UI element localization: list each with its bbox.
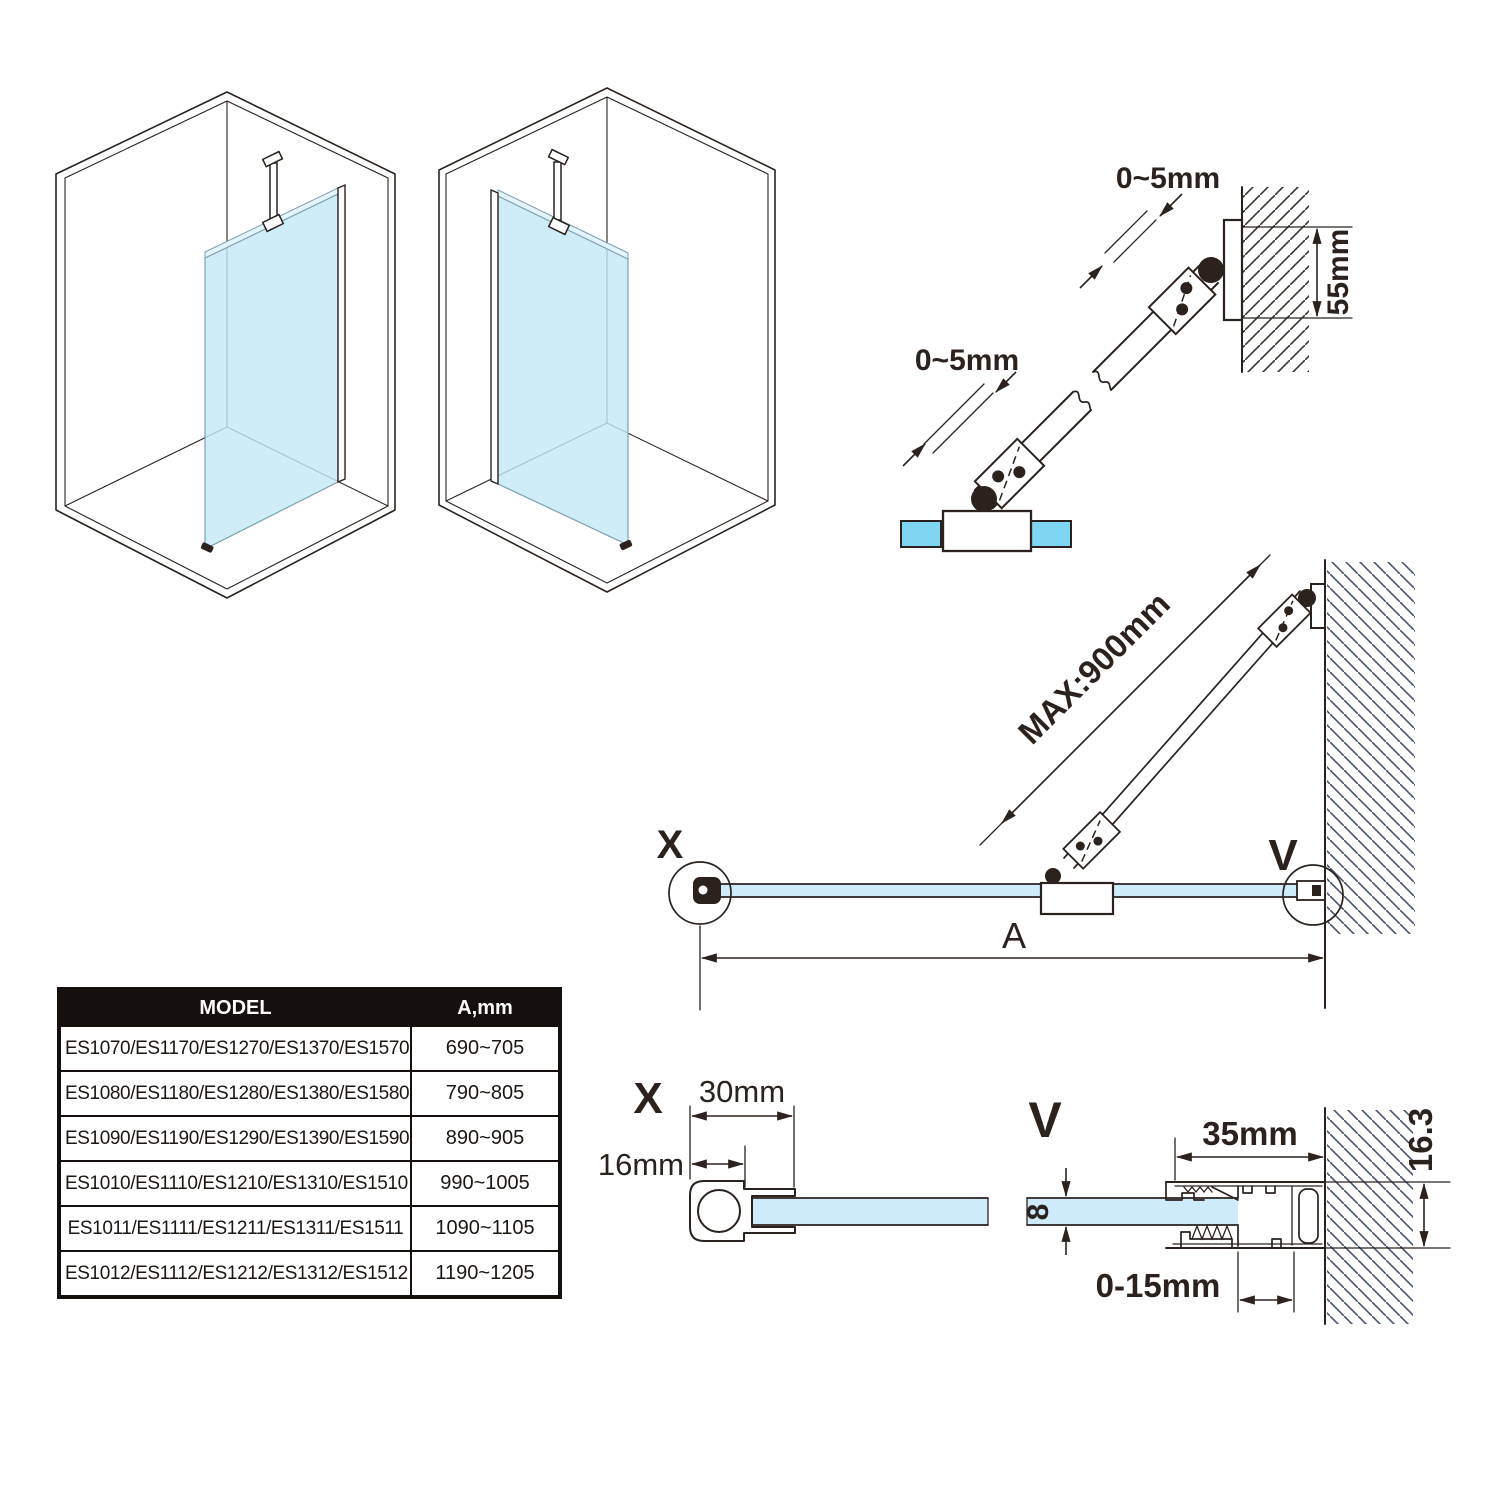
model-cell: ES1070/ES1170/ES1270/ES1370/ES1570 [59,1026,411,1071]
dim-a [700,915,1323,1010]
a-mm-cell: 1090~1105 [411,1206,560,1251]
dim-label: A [1001,915,1027,956]
a-mm-cell: 890~905 [411,1116,560,1161]
dim-label: 35mm [1202,1115,1298,1152]
bar-clamp-lower [1063,812,1120,869]
pivot-bolt [1198,257,1224,283]
dim-gap-bottom [903,344,1019,466]
wall-hatch [1327,1110,1413,1324]
dim-label: 16mm [597,1147,684,1182]
model-table-body [59,1026,560,1297]
isometric-shower-right [439,88,775,592]
a-mm-column-header: A,mm [411,989,560,1026]
a-mm-cell: 1190~1205 [411,1251,560,1297]
dim-30mm [690,1074,794,1187]
ceiling-support-bar [549,150,570,235]
dim-label: 0~5mm [1115,162,1221,195]
model-column-header: MODEL [59,989,411,1026]
glass-section [752,1198,988,1225]
section-detail-x [598,1074,988,1241]
glass-clamp-block [1041,883,1113,914]
plan-view [657,555,1415,1010]
dim-label: 8 [1022,1203,1055,1221]
glass-section [1027,1198,1238,1225]
dim-max-900 [980,555,1270,845]
ceiling-support-bar [263,152,284,232]
table-row [59,1026,560,1071]
wall-hatch [1243,187,1309,372]
a-mm-cell: 790~805 [411,1071,560,1116]
table-row [59,1251,560,1297]
glass-panel-plan [712,884,1325,897]
pivot-bolt [1298,589,1316,607]
model-cell: ES1011/ES1111/ES1211/ES1311/ES1511 [59,1206,411,1251]
table-row [59,1161,560,1206]
model-dimension-table [57,987,562,1299]
profile-tube-bore [698,1190,740,1232]
table-row [59,1206,560,1251]
a-mm-cell: 990~1005 [411,1161,560,1206]
table-header-row [59,989,560,1026]
dim-label: 0~5mm [914,344,1020,377]
pivot-bolt [971,486,997,512]
isometric-shower-left [56,92,395,598]
dim-label: 55mm [1322,228,1355,316]
pivot-bolt [1045,868,1061,884]
glass-edge [901,521,941,547]
support-bar-detail [901,162,1355,551]
a-mm-cell: 690~705 [411,1026,560,1071]
dim-35mm [1175,1115,1323,1180]
model-cell: ES1012/ES1112/ES1212/ES1312/ES1512 [59,1251,411,1297]
dim-label: 0-15mm [1095,1267,1221,1304]
section-label-v: V [1028,1092,1062,1148]
table-row [59,1071,560,1116]
model-cell: ES1090/ES1190/ES1290/ES1390/ES1590 [59,1116,411,1161]
table-row [59,1116,560,1161]
model-cell: ES1010/ES1110/ES1210/ES1310/ES1510 [59,1161,411,1206]
dim-label: 30mm [698,1074,786,1109]
glass-edge [1031,521,1071,547]
glass-clamp-block [943,511,1031,551]
section-detail-v [1022,1092,1450,1324]
model-cell: ES1080/ES1180/ES1280/ES1380/ES1580 [59,1071,411,1116]
detail-marker-x: X [656,823,684,867]
detail-marker-v: V [1268,831,1298,880]
wall-hatch [1327,562,1415,934]
dim-label: MAX:900mm [1010,584,1177,751]
dim-0-15mm [1096,1252,1294,1312]
wall-plate [1224,220,1242,320]
dim-label: 16.3 [1402,1107,1439,1173]
wall-plate [1311,584,1325,628]
section-label-x: X [633,1074,663,1123]
